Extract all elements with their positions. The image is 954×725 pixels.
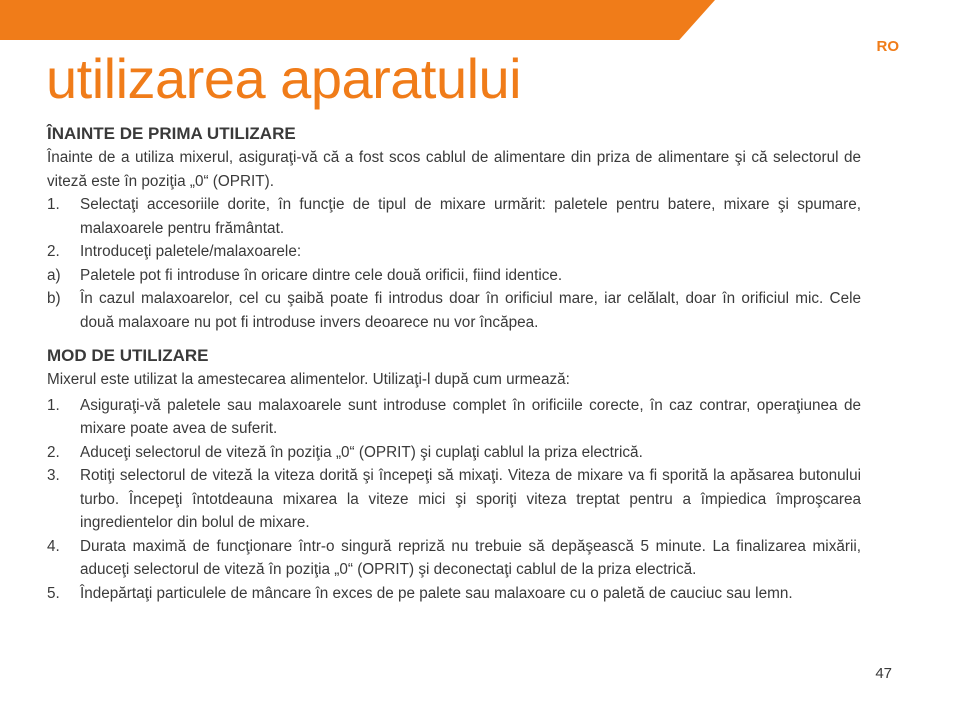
item-number: 5. [47, 584, 60, 602]
item-number: 2. [47, 443, 60, 461]
list-item [47, 193, 861, 240]
item-text: Asiguraţi-vă paletele sau malaxoarele sunt introduse complet în orificiile corecte, în caz contrar, operaţiunea de mixare poate avea de suferit. [80, 396, 861, 437]
item-number: 4. [47, 537, 60, 555]
item-text: Rotiţi selectorul de viteză la viteza dorită şi începeţi să mixaţi. Viteza de mixare va fi sporită la apăsarea butonului turbo. Începeţi întotdeauna mixarea la viteze mici şi sporiţi viteza treptat pentru a împiedica împroşcarea ingredientelor din bolul de mixare. [80, 467, 861, 531]
item-number: 1. [47, 396, 60, 414]
item-text: Selectaţi accesoriile dorite, în funcţie de tipul de mixare urmărit: paletele pentru batere, mixare şi spumare, malaxoarele pentru frământat. [80, 196, 861, 237]
section-intro: Mixerul este utilizat la amestecarea alimentelor. Utilizaţi-l după cum urmează: [47, 371, 570, 388]
item-number: 2. [47, 243, 60, 260]
item-text: În cazul malaxoarelor, cel cu şaibă poate fi introdus doar în orificiul mare, iar celălalt, doar în orificiul mic. Cele două malaxoare nu pot fi introduse invers deoarece nu vor încăpea. [80, 290, 861, 331]
item-number: b) [47, 290, 61, 307]
page-number: 47 [875, 665, 892, 682]
section-usage [47, 344, 861, 605]
page-title: utilizarea aparatului [46, 47, 522, 110]
list-item [47, 287, 861, 334]
list-item [47, 464, 861, 535]
list-item [47, 582, 861, 606]
list-item [47, 264, 861, 288]
item-text: Introduceţi paletele/malaxoarele: [80, 243, 302, 260]
item-text: Îndepărtaţi particulele de mâncare în exces de pe palete sau malaxoare cu o paletă de cauciuc sau lemn. [80, 584, 793, 602]
section-heading: MOD DE UTILIZARE [47, 346, 209, 365]
item-number: 1. [47, 196, 60, 213]
section-intro: Înainte de a utiliza mixerul, asiguraţi-vă că a fost scos cablul de alimentare din priza de alimentare şi că selectorul de viteză este în poziţia „0“ (OPRIT). [47, 149, 861, 190]
instruction-list [47, 394, 861, 606]
header-banner [0, 0, 715, 40]
item-text: Paletele pot fi introduse în oricare dintre cele două orificii, fiind identice. [80, 266, 563, 284]
section-heading: ÎNAINTE DE PRIMA UTILIZARE [47, 124, 296, 143]
list-item [47, 394, 861, 441]
manual-content [47, 122, 861, 605]
list-item [47, 441, 861, 465]
item-text: Aduceţi selectorul de viteză în poziţia „0“ (OPRIT) şi cuplaţi cablul la priza electrică. [80, 443, 643, 461]
list-item [47, 240, 861, 264]
section-before-first-use [47, 122, 861, 334]
item-number: 3. [47, 467, 60, 484]
instruction-list [47, 193, 861, 334]
list-item [47, 535, 861, 582]
item-text: Durata maximă de funcţionare într-o singură repriză nu trebuie să depăşească 5 minute. La finalizarea mixării, aduceţi selectorul de viteză în poziţia „0“ (OPRIT) şi deconectaţi cablul de la priza electrică. [80, 537, 861, 578]
item-number: a) [47, 266, 61, 284]
language-code: RO [876, 38, 899, 55]
